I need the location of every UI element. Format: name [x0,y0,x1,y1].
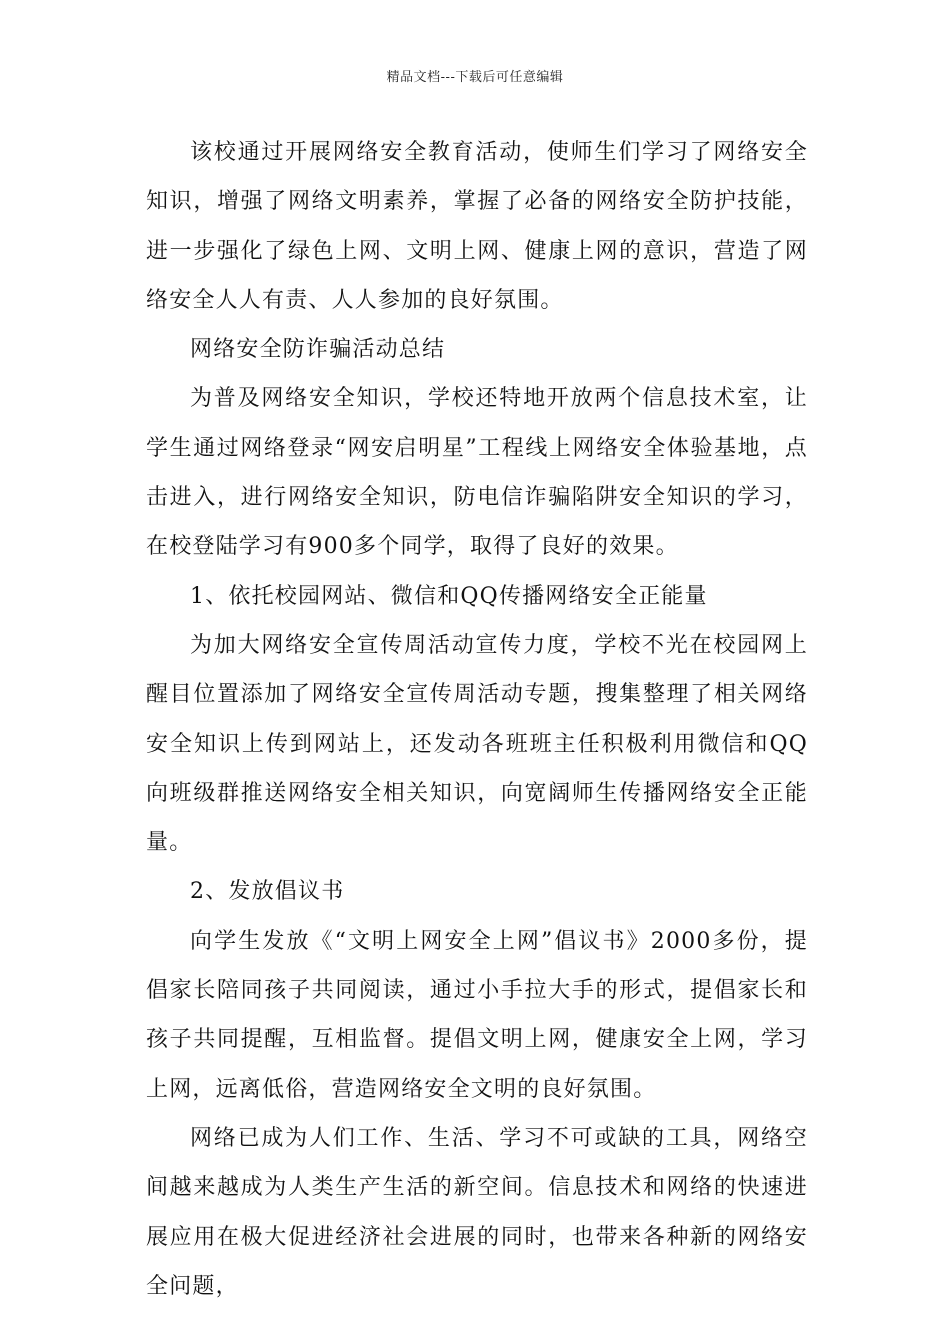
paragraph: 为普及网络安全知识，学校还特地开放两个信息技术室，让学生通过网络登录“网安启明星”工程线上网络安全体验基地，点击进入，进行网络安全知识，防电信诈骗陷阱安全知识的学习，在校登陆学习有900多个同学，取得了良好的效果。 [146,386,808,560]
paragraph: 该校通过开展网络安全教育活动，使师生们学习了网络安全知识，增强了网络文明素养，掌握了必备的网络安全防护技能，进一步强化了绿色上网、文明上网、健康上网的意识，营造了网络安全人人有责、人人参加的良好氛围。 [146,140,808,313]
section-heading: 1、依托校园网站、微信和QQ传播网络安全正能量 [190,583,708,609]
section-heading: 2、发放倡议书 [190,879,345,905]
paragraph: 网络已成为人们工作、生活、学习不可或缺的工具，网络空间越来越成为人类生产生活的新空间。信息技术和网络的快速进展应用在极大促进经济社会进展的同时，也带来各种新的网络安全问题， [146,1125,808,1299]
paragraph: 为加大网络安全宣传周活动宣传力度，学校不光在校园网上醒目位置添加了网络安全宣传周活动专题，搜集整理了相关网络安全知识上传到网站上，还发动各班班主任积极利用微信和QQ向班级群推送网络安全相关知识，向宽阔师生传播网络安全正能量。 [146,632,808,856]
document-body [146,128,808,1311]
page-header: 精品文档---下载后可任意编辑 [386,70,564,85]
paragraph: 向学生发放《“文明上网安全上网”倡议书》2000多份，提倡家长陪同孩子共同阅读，通过小手拉大手的形式，提倡家长和孩子共同提醒，互相监督。提倡文明上网，健康安全上网，学习上网，远离低俗，营造网络安全文明的良好氛围。 [146,928,808,1102]
section-heading: 网络安全防诈骗活动总结 [190,337,446,363]
